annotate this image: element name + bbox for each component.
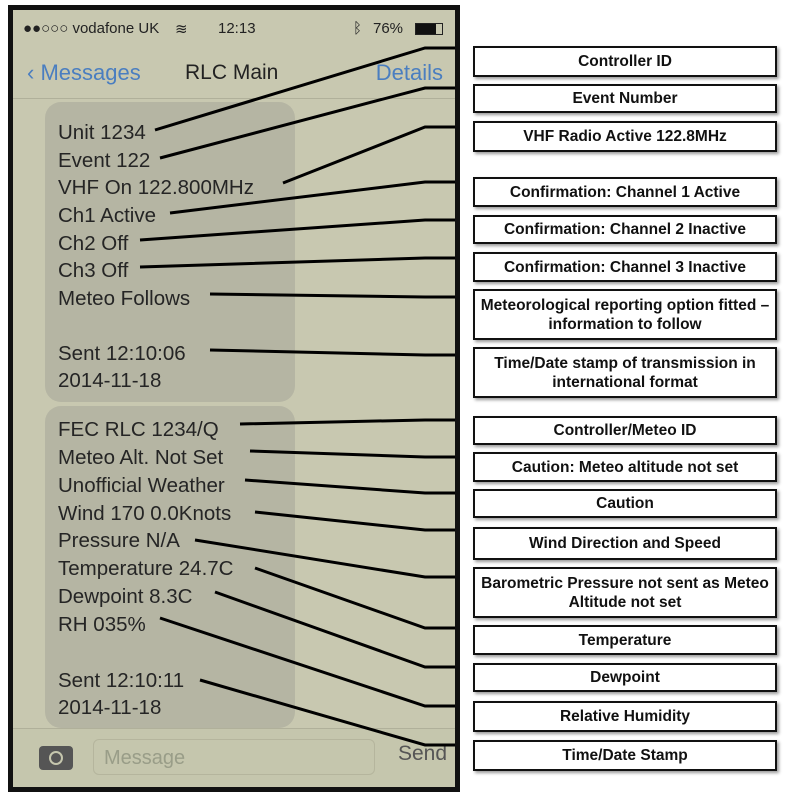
clock: 12:13 bbox=[218, 20, 256, 37]
chevron-left-icon: ‹ bbox=[27, 60, 35, 85]
battery-percent: 76% bbox=[373, 20, 404, 37]
sent-time: Sent 12:10:11 bbox=[58, 669, 185, 692]
annotation-label: Relative Humidity bbox=[473, 701, 777, 732]
annotation-label: Barometric Pressure not sent as Meteo Altitude not set bbox=[473, 567, 777, 618]
leader-line bbox=[140, 220, 455, 240]
annotation-label: Confirmation: Channel 3 Inactive bbox=[473, 252, 777, 282]
message-line: Meteo Alt. Not Set bbox=[58, 446, 224, 469]
annotation-label: Confirmation: Channel 1 Active bbox=[473, 177, 777, 207]
message-input[interactable]: Message bbox=[93, 739, 375, 775]
details-button[interactable]: Details bbox=[375, 60, 443, 85]
message-line: Wind 170 0.0Knots bbox=[58, 502, 232, 525]
leader-line bbox=[215, 592, 455, 667]
leader-line bbox=[195, 540, 455, 577]
leader-line bbox=[245, 480, 455, 493]
annotation-label: Wind Direction and Speed bbox=[473, 527, 777, 560]
leader-line bbox=[250, 451, 455, 457]
leader-line bbox=[255, 512, 455, 530]
conversation-title: RLC Main bbox=[185, 61, 279, 84]
message-line: VHF On 122.800MHz bbox=[58, 176, 254, 199]
leader-line bbox=[200, 680, 455, 745]
annotation-label: Temperature bbox=[473, 625, 777, 655]
annotation-label: Event Number bbox=[473, 84, 777, 113]
annotation-label: Caution: Meteo altitude not set bbox=[473, 452, 777, 482]
carrier: ●●○○○ vodafone UK bbox=[23, 20, 160, 37]
message-line: Temperature 24.7C bbox=[58, 557, 234, 580]
message-line: Unofficial Weather bbox=[58, 474, 225, 497]
annotation-label: Confirmation: Channel 2 Inactive bbox=[473, 215, 777, 244]
sent-time: Sent 12:10:06 bbox=[58, 342, 186, 365]
sent-date: 2014-11-18 bbox=[58, 696, 162, 719]
sent-date: 2014-11-18 bbox=[58, 369, 162, 392]
back-label: Messages bbox=[40, 60, 141, 85]
annotation-label: Dewpoint bbox=[473, 663, 777, 692]
message-line: Unit 1234 bbox=[58, 121, 146, 144]
message-line: Pressure N/A bbox=[58, 529, 180, 552]
send-button[interactable]: Send bbox=[397, 742, 447, 765]
annotation-label: VHF Radio Active 122.8MHz bbox=[473, 121, 777, 152]
message-line: RH 035% bbox=[58, 613, 146, 636]
wifi-icon: ≋ bbox=[175, 21, 188, 38]
annotation-label: Time/Date Stamp bbox=[473, 740, 777, 771]
message-line: Ch2 Off bbox=[58, 232, 129, 255]
annotation-label: Caution bbox=[473, 489, 777, 518]
annotation-label: Controller ID bbox=[473, 46, 777, 77]
leader-line bbox=[210, 294, 455, 297]
message-line: Ch3 Off bbox=[58, 259, 129, 282]
bluetooth-icon: ᛒ bbox=[353, 20, 363, 37]
leader-line bbox=[283, 127, 455, 183]
annotation-label: Controller/Meteo ID bbox=[473, 416, 777, 445]
leader-line bbox=[210, 350, 455, 355]
message-line: FEC RLC 1234/Q bbox=[58, 418, 219, 441]
message-line: Meteo Follows bbox=[58, 287, 191, 310]
leader-line bbox=[160, 88, 455, 158]
message-line: Event 122 bbox=[58, 149, 151, 172]
message-line: Dewpoint 8.3C bbox=[58, 585, 193, 608]
message-line: Ch1 Active bbox=[58, 204, 156, 227]
annotation-label: Meteorological reporting option fitted – information to follow bbox=[473, 289, 777, 340]
leader-line bbox=[155, 48, 455, 130]
leader-line bbox=[240, 420, 455, 424]
leader-line bbox=[170, 182, 455, 213]
leader-line bbox=[140, 258, 455, 267]
annotation-label: Time/Date stamp of transmission in international format bbox=[473, 347, 777, 398]
